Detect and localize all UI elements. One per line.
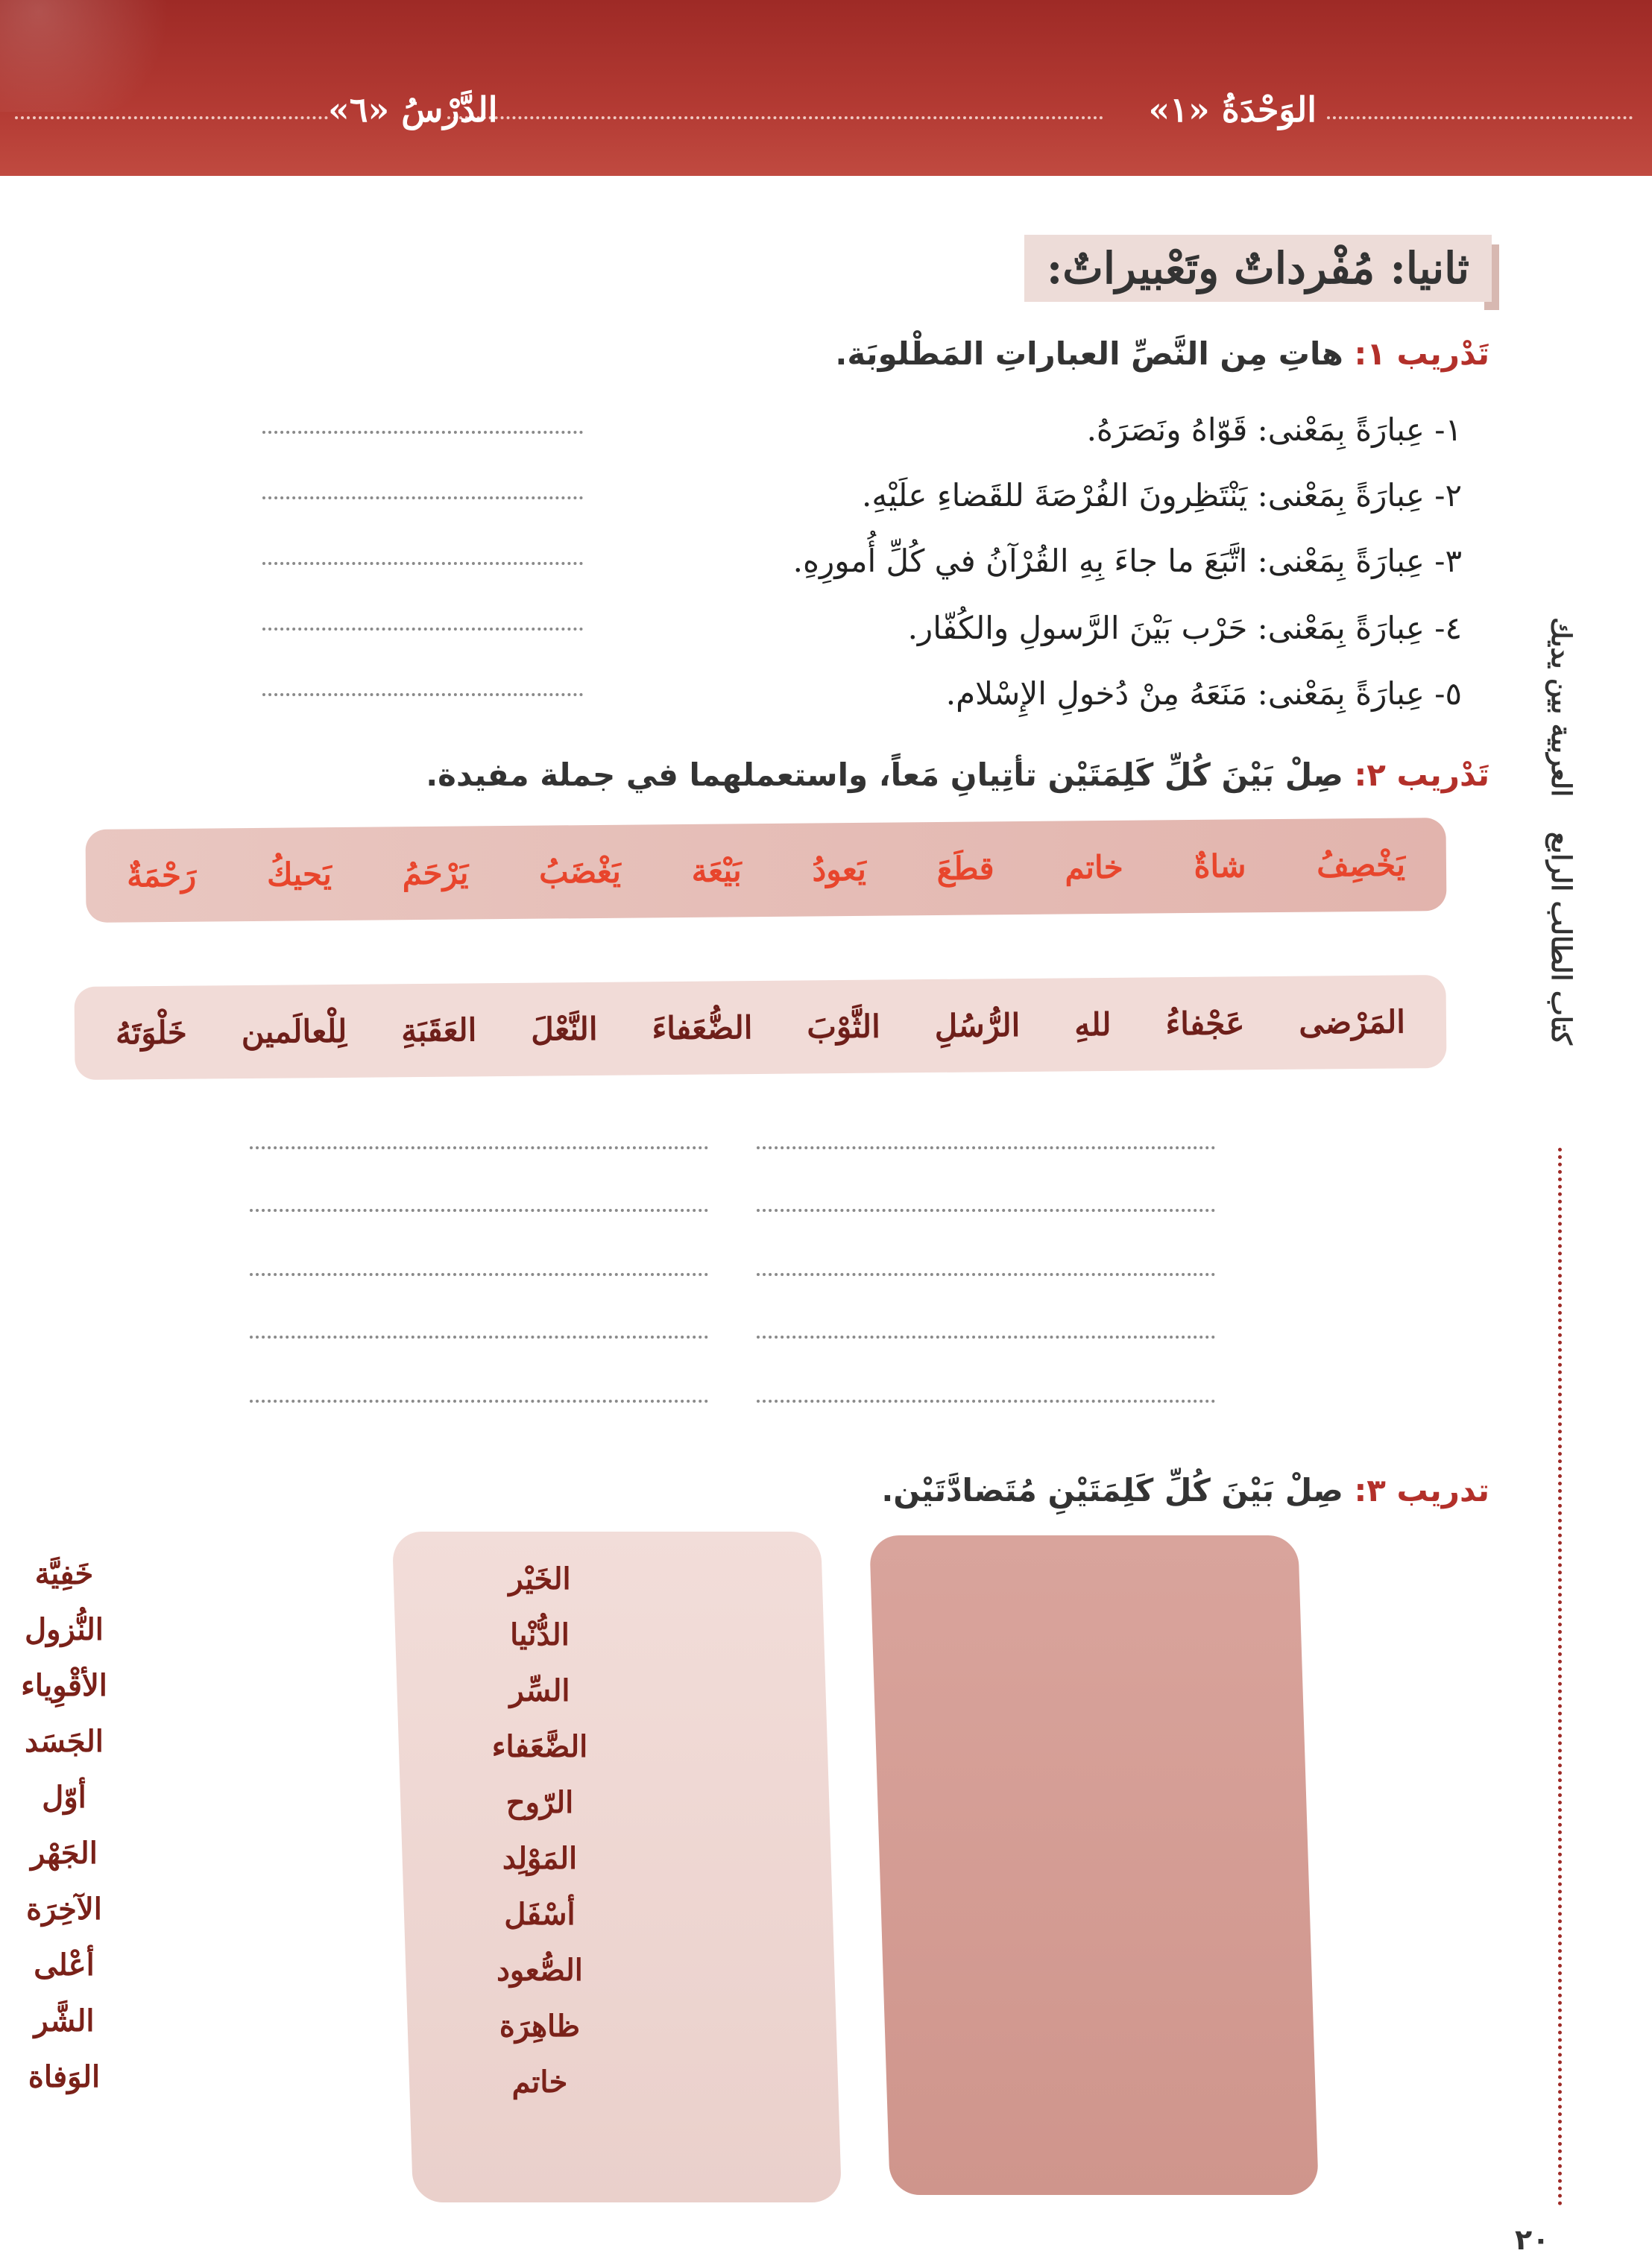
antonym-word-left[interactable]: الجَهْر (31, 1836, 98, 1871)
word-chip[interactable]: الثَّوْبَ (807, 1008, 880, 1046)
answer-line[interactable] (262, 496, 583, 499)
antonym-word-right[interactable]: الضَّعَفاء (491, 1729, 588, 1764)
antonym-word-left[interactable]: خَفِيَّة (34, 1556, 94, 1591)
header-dots-right (1327, 116, 1633, 119)
sentence-line[interactable] (250, 1273, 708, 1276)
exercise3-instruction: صِلْ بَيْنَ كُلِّ كَلِمَتَيْنِ مُتَضادَّتَيْن. (881, 1472, 1343, 1509)
answer-line[interactable] (262, 431, 583, 434)
word-chip[interactable]: يَعودُ (812, 850, 867, 888)
exercise1-item-4: ٤- عِبارَةً بِمَعْنى: حَرْب بَيْنَ الرَّسولِ والكُفّار. (907, 610, 1462, 646)
antonym-column-right (869, 1535, 1319, 2195)
exercise2-word-band-2 (74, 975, 1446, 1080)
antonym-word-left[interactable]: الوَفاة (28, 2059, 101, 2094)
exercise2-heading (426, 756, 1489, 793)
word-chip[interactable]: يَخْصِفُ (1317, 846, 1406, 884)
sentence-line[interactable] (757, 1146, 1215, 1149)
ornament-swirl-icon (0, 0, 194, 112)
word-chip[interactable]: خَلْوَتَهُ (115, 1014, 188, 1052)
word-chip[interactable]: رَحْمَةٌ (126, 856, 197, 894)
sentence-line[interactable] (250, 1209, 708, 1212)
lesson-title: الدَّرْسُ «٦» (328, 89, 498, 130)
word-chip[interactable]: النَّعْلَ (531, 1010, 598, 1048)
antonym-word-right[interactable]: الصُّعود (496, 1953, 583, 1988)
antonym-word-right[interactable]: الدُّنْيا (510, 1617, 570, 1652)
answer-line[interactable] (262, 693, 583, 696)
antonym-word-left[interactable]: أوّل (42, 1780, 86, 1815)
unit-title: الوَحْدَةُ «١» (1148, 89, 1317, 130)
antonym-word-left[interactable]: النُّزول (25, 1612, 104, 1647)
exercise1-item-5: ٥- عِبارَةً بِمَعْنى: مَنَعَهُ مِنْ دُخولِ الإِسْلام. (945, 675, 1462, 712)
page-number: ٢٠ (1515, 2223, 1550, 2256)
exercise1-label: تَدْريب ١: (1354, 335, 1489, 372)
sentence-line[interactable] (757, 1209, 1215, 1212)
answer-line[interactable] (262, 562, 583, 565)
sentence-line[interactable] (757, 1336, 1215, 1339)
header-dots-left (15, 116, 328, 119)
word-chip[interactable]: الرُّسُلِ (934, 1006, 1021, 1044)
side-series-title: العربية بين يديك (1545, 617, 1577, 797)
sentence-line[interactable] (250, 1336, 708, 1339)
exercise1-item-2: ٢- عِبارَةً بِمَعْنى: يَنْتَظِرونَ الفُرْصَةَ للقَضاءِ علَيْهِ. (861, 477, 1462, 514)
exercise1-heading (835, 335, 1489, 372)
answer-line[interactable] (262, 628, 583, 631)
side-caption (1513, 522, 1577, 1133)
word-chip[interactable]: الضُّعَفاءَ (652, 1009, 753, 1047)
exercise3-heading (881, 1472, 1489, 1509)
antonym-word-left[interactable]: أعْلى (34, 1948, 95, 1983)
antonym-word-right[interactable]: المَوْلِد (502, 1841, 578, 1876)
antonym-column-left (392, 1532, 842, 2202)
antonym-word-right[interactable]: الرّوح (505, 1785, 574, 1820)
sentence-line[interactable] (757, 1400, 1215, 1403)
antonym-word-left[interactable]: الآخِرَة (26, 1892, 102, 1927)
antonym-word-right[interactable]: أسْفَل (504, 1897, 576, 1932)
exercise1-item-1: ١- عِبارَةً بِمَعْنى: قَوّاهُ ونَصَرَهُ. (1086, 411, 1462, 448)
word-chip[interactable]: قطَعَ (936, 850, 994, 887)
word-chip[interactable]: عَجْفاءُ (1165, 1005, 1245, 1043)
side-dotted-rule (1558, 1148, 1562, 2206)
word-chip[interactable]: بَيْعَة (691, 852, 742, 889)
header-banner (0, 0, 1652, 176)
word-chip[interactable]: خاتم (1065, 848, 1123, 886)
word-chip[interactable]: المَرْضى (1299, 1003, 1406, 1041)
antonym-word-left[interactable]: الشَّر (34, 2003, 95, 2038)
exercise3-label: تدريب ٣: (1354, 1472, 1489, 1509)
word-chip[interactable]: يَرْحَمُ (402, 854, 469, 892)
antonym-word-left[interactable]: الأقْوِياء (21, 1668, 107, 1703)
sentence-line[interactable] (757, 1273, 1215, 1276)
word-chip[interactable]: للهِ (1074, 1005, 1112, 1043)
antonym-word-right[interactable]: ظاهِرَة (499, 2009, 581, 2044)
antonym-word-left[interactable]: الجَسَد (25, 1724, 104, 1759)
antonym-word-right[interactable]: الخَيْر (508, 1561, 571, 1596)
word-chip[interactable]: لِلْعالَمين (241, 1012, 347, 1051)
side-book-title: كتاب الطالب الرابع (1545, 832, 1577, 1045)
exercise2-instruction: صِلْ بَيْنَ كُلِّ كَلِمَتَيْن تأتِيانِ مَعاً، واستعملهما في جملة مفيدة. (426, 756, 1343, 793)
exercise1-instruction: هاتِ مِن النَّصِّ العباراتِ المَطْلوبَة. (835, 335, 1343, 372)
antonym-word-right[interactable]: السِّر (509, 1673, 570, 1708)
word-chip[interactable]: العَقَبَةِ (400, 1011, 477, 1049)
header-dots-middle (447, 116, 1103, 119)
word-chip[interactable]: يَحيكُ (266, 856, 332, 893)
sentence-line[interactable] (250, 1146, 708, 1149)
word-chip[interactable]: شاةٌ (1194, 847, 1246, 885)
section-title: ثانيا: مُفْرداتٌ وتَعْبيراتٌ: (1024, 235, 1492, 302)
exercise2-word-band-1 (85, 818, 1446, 923)
exercise1-item-3: ٣- عِبارَةً بِمَعْنى: اتَّبَعَ ما جاءَ بِهِ القُرْآنُ في كُلِّ أُمورِهِ. (792, 543, 1462, 579)
word-chip[interactable]: يَغْضَبُ (538, 853, 622, 891)
exercise2-label: تَدْريب ٢: (1354, 756, 1489, 793)
sentence-line[interactable] (250, 1400, 708, 1403)
antonym-word-right[interactable]: خاتم (511, 2065, 568, 2100)
